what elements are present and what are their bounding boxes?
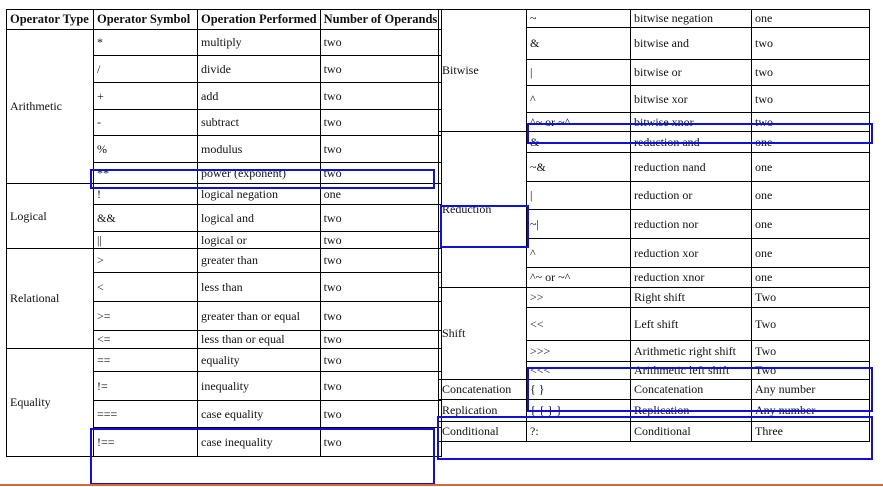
header-row bbox=[7, 10, 442, 30]
operation-cell: bitwise or bbox=[631, 60, 752, 86]
operands-cell: two bbox=[320, 110, 441, 136]
reduction-row bbox=[439, 132, 870, 153]
operator-symbol-cell: == bbox=[94, 349, 198, 372]
operator-symbol-cell: { } bbox=[527, 380, 631, 400]
operands-cell: two bbox=[320, 331, 441, 349]
operation-cell: equality bbox=[198, 349, 321, 372]
operation-cell: Arithmetic right shift bbox=[631, 341, 752, 362]
operator-type-cell: Bitwise bbox=[439, 10, 527, 132]
operation-cell: power (exponent) bbox=[198, 163, 321, 184]
operands-cell: two bbox=[320, 372, 441, 401]
operation-cell: less than or equal bbox=[198, 331, 321, 349]
operands-cell: two bbox=[320, 401, 441, 428]
operator-type-cell: Shift bbox=[439, 288, 527, 380]
operator-type-cell: Concatenation bbox=[439, 380, 527, 400]
operator-symbol-cell: % bbox=[94, 136, 198, 163]
operator-symbol-cell: ~ bbox=[527, 10, 631, 28]
operands-cell: two bbox=[320, 205, 441, 232]
operands-cell: two bbox=[752, 28, 870, 60]
operands-cell: Two bbox=[752, 362, 870, 380]
operators-table-left bbox=[6, 9, 442, 457]
operation-cell: reduction and bbox=[631, 132, 752, 153]
conditional-row bbox=[439, 422, 870, 442]
operator-type-cell: Replication bbox=[439, 400, 527, 422]
operands-cell: Two bbox=[752, 308, 870, 341]
operator-symbol-cell: | bbox=[527, 60, 631, 86]
operands-cell: two bbox=[320, 249, 441, 273]
operator-symbol-cell: >>> bbox=[527, 341, 631, 362]
operator-symbol-cell: <<< bbox=[527, 362, 631, 380]
operator-symbol-cell: ^ bbox=[527, 86, 631, 113]
operands-cell: two bbox=[320, 232, 441, 249]
operator-symbol-cell: === bbox=[94, 401, 198, 428]
operands-cell: Three bbox=[752, 422, 870, 442]
operation-cell: case equality bbox=[198, 401, 321, 428]
operation-cell: bitwise xor bbox=[631, 86, 752, 113]
operator-symbol-cell: ~| bbox=[527, 210, 631, 239]
relational-row bbox=[7, 249, 442, 273]
operation-cell: add bbox=[198, 83, 321, 110]
operands-cell: Any number bbox=[752, 400, 870, 422]
operation-cell: bitwise negation bbox=[631, 10, 752, 28]
operator-symbol-cell: ^~ or ~^ bbox=[527, 113, 631, 132]
operation-cell: greater than bbox=[198, 249, 321, 273]
bitwise-row bbox=[439, 10, 870, 28]
operator-symbol-cell: | bbox=[527, 182, 631, 210]
operator-type-cell: Equality bbox=[7, 349, 94, 457]
operands-cell: two bbox=[320, 349, 441, 372]
operator-symbol-cell: ~& bbox=[527, 153, 631, 182]
operation-cell: subtract bbox=[198, 110, 321, 136]
operation-cell: bitwise and bbox=[631, 28, 752, 60]
operands-cell: one bbox=[752, 268, 870, 288]
operands-cell: Two bbox=[752, 341, 870, 362]
operator-symbol-cell: { { } } bbox=[527, 400, 631, 422]
operators-table-right bbox=[438, 9, 870, 442]
operator-symbol-cell: ^~ or ~^ bbox=[527, 268, 631, 288]
operator-symbol-cell: & bbox=[527, 132, 631, 153]
operation-cell: Right shift bbox=[631, 288, 752, 308]
operation-cell: reduction xnor bbox=[631, 268, 752, 288]
operator-type-cell: Arithmetic bbox=[7, 30, 94, 184]
operands-cell: two bbox=[320, 428, 441, 457]
operation-cell: logical or bbox=[198, 232, 321, 249]
operator-symbol-cell: ^ bbox=[527, 239, 631, 268]
operands-cell: two bbox=[752, 60, 870, 86]
operands-cell: one bbox=[320, 184, 441, 205]
operation-cell: divide bbox=[198, 56, 321, 83]
operands-cell: two bbox=[320, 163, 441, 184]
header-operator-symbol: Operator Symbol bbox=[94, 10, 198, 30]
replication-row bbox=[439, 400, 870, 422]
operator-symbol-cell: << bbox=[527, 308, 631, 341]
operands-cell: one bbox=[752, 153, 870, 182]
operation-cell: less than bbox=[198, 273, 321, 302]
operator-symbol-cell: !== bbox=[94, 428, 198, 457]
operator-type-cell: Reduction bbox=[439, 132, 527, 288]
operator-symbol-cell: || bbox=[94, 232, 198, 249]
bottom-rule bbox=[0, 484, 883, 486]
operands-cell: two bbox=[320, 302, 441, 331]
operator-symbol-cell: && bbox=[94, 205, 198, 232]
concatenation-row bbox=[439, 380, 870, 400]
operands-cell: one bbox=[752, 10, 870, 28]
operation-cell: reduction nand bbox=[631, 153, 752, 182]
operands-cell: one bbox=[752, 132, 870, 153]
header-number-of-operands: Number of Operands bbox=[320, 10, 441, 30]
operation-cell: reduction or bbox=[631, 182, 752, 210]
clipped-title-remnant bbox=[372, 0, 632, 6]
operation-cell: reduction nor bbox=[631, 210, 752, 239]
operator-symbol-cell: / bbox=[94, 56, 198, 83]
operator-type-cell: Logical bbox=[7, 184, 94, 249]
operands-cell: one bbox=[752, 182, 870, 210]
operands-cell: one bbox=[752, 210, 870, 239]
operation-cell: logical negation bbox=[198, 184, 321, 205]
operator-symbol-cell: >= bbox=[94, 302, 198, 331]
operands-cell: two bbox=[320, 136, 441, 163]
operands-cell: two bbox=[320, 30, 441, 56]
operator-type-cell: Conditional bbox=[439, 422, 527, 442]
operator-symbol-cell: - bbox=[94, 110, 198, 136]
operation-cell: Replication bbox=[631, 400, 752, 422]
operator-symbol-cell: ! bbox=[94, 184, 198, 205]
operator-symbol-cell: != bbox=[94, 372, 198, 401]
operands-cell: two bbox=[320, 273, 441, 302]
operation-cell: Arithmetic left shift bbox=[631, 362, 752, 380]
shift-row bbox=[439, 288, 870, 308]
operation-cell: reduction xor bbox=[631, 239, 752, 268]
operation-cell: Concatenation bbox=[631, 380, 752, 400]
logical-row bbox=[7, 184, 442, 205]
operator-symbol-cell: & bbox=[527, 28, 631, 60]
operands-cell: two bbox=[752, 86, 870, 113]
operator-type-cell: Relational bbox=[7, 249, 94, 349]
operands-cell: two bbox=[320, 83, 441, 110]
header-operator-type: Operator Type bbox=[7, 10, 94, 30]
operands-cell: one bbox=[752, 239, 870, 268]
operands-cell: Two bbox=[752, 288, 870, 308]
operation-cell: inequality bbox=[198, 372, 321, 401]
operator-symbol-cell: + bbox=[94, 83, 198, 110]
operation-cell: Conditional bbox=[631, 422, 752, 442]
operator-symbol-cell: >> bbox=[527, 288, 631, 308]
operation-cell: greater than or equal bbox=[198, 302, 321, 331]
operation-cell: logical and bbox=[198, 205, 321, 232]
operator-symbol-cell: < bbox=[94, 273, 198, 302]
operator-symbol-cell: * bbox=[94, 30, 198, 56]
operation-cell: modulus bbox=[198, 136, 321, 163]
operands-cell: two bbox=[320, 56, 441, 83]
operation-cell: case inequality bbox=[198, 428, 321, 457]
operator-symbol-cell: ?: bbox=[527, 422, 631, 442]
operation-cell: multiply bbox=[198, 30, 321, 56]
arithmetic-row bbox=[7, 30, 442, 56]
operands-cell: Any number bbox=[752, 380, 870, 400]
operation-cell: bitwise xnor bbox=[631, 113, 752, 132]
operator-symbol-cell: ** bbox=[94, 163, 198, 184]
operands-cell: two bbox=[752, 113, 870, 132]
operator-symbol-cell: <= bbox=[94, 331, 198, 349]
operator-symbol-cell: > bbox=[94, 249, 198, 273]
header-operation-performed: Operation Performed bbox=[198, 10, 321, 30]
operation-cell: Left shift bbox=[631, 308, 752, 341]
equality-row bbox=[7, 349, 442, 372]
